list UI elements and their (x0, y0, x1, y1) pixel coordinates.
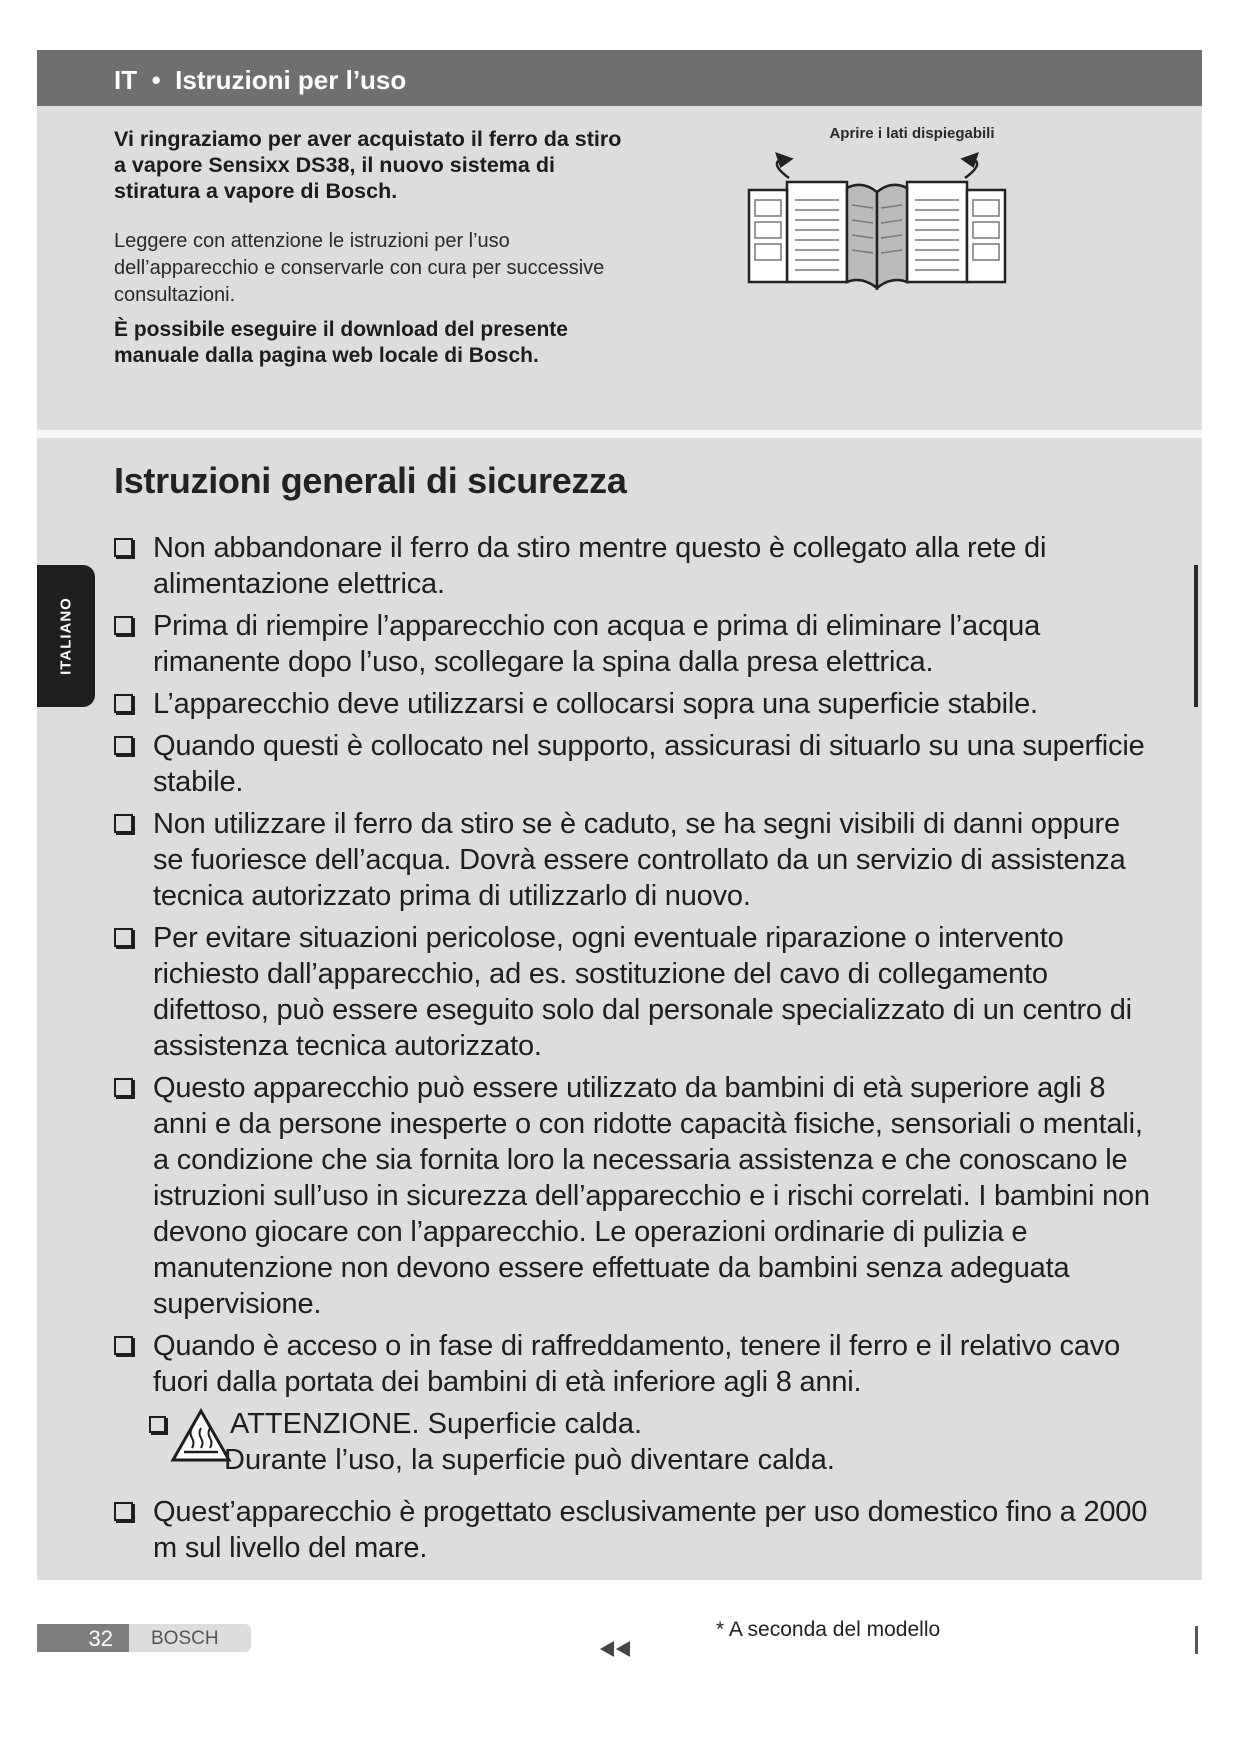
intro-download-notice: È possibile eseguire il download del presente manuale dalla pagina web locale di Bosch. (114, 318, 568, 367)
warning-text: Durante l’uso, la superficie può diventare calda. (224, 1444, 835, 1476)
language-side-tab (37, 565, 95, 707)
side-tab-label: ITALIANO (57, 597, 75, 675)
intro-panel (37, 106, 1202, 430)
list-item: Questo apparecchio può essere utilizzato da bambini di età superiore agli 8 anni e da persone inesperte o con ridotte capacità fisiche, sensoriali o mentali, a condizione che sia fornita loro la necessaria assistenza e che conoscano le istruzioni sull’uso in sicurezza dell’apparecchio e i rischi correlati. I bambini non devono giocare con l’apparecchio. Le operazioni ordinarie di pulizia e manutenzione non devono essere effettuate da bambini senza adeguata supervisione. (114, 1070, 1154, 1322)
intro-read-notice: Leggere con attenzione le istruzioni per l’uso dell’apparecchio e conservarle con cura per successive consultazioni. (114, 230, 605, 306)
checkbox-bullet-icon (114, 1336, 133, 1355)
checkbox-bullet-icon (114, 538, 133, 557)
section-divider (37, 430, 1202, 438)
safety-title: Istruzioni generali di sicurezza (114, 460, 627, 501)
checkbox-bullet-icon (114, 928, 133, 947)
list-item: Non abbandonare il ferro da stiro mentre questo è collegato alla rete di alimentazione elettrica. (114, 530, 1154, 602)
brand-label: BOSCH (129, 1624, 251, 1652)
safety-list (114, 530, 1154, 1572)
footer-edge-marker (1195, 1626, 1198, 1654)
page-number: 32 (37, 1624, 129, 1652)
intro-thanks: Vi ringraziamo per aver acquistato il ferro da stiro a vapore Sensixx DS38, il nuovo sistema di stiratura a vapore di Bosch. (114, 127, 622, 203)
right-edge-marker (1194, 565, 1198, 707)
checkbox-bullet-icon (114, 814, 133, 833)
fold-out-label: Aprire i lati dispiegabili (829, 125, 995, 142)
list-item: Quando questi è collocato nel supporto, assicurasi di situarlo su una superficie stabile. (114, 728, 1154, 800)
hot-surface-warning (114, 1406, 1154, 1488)
header-title: Istruzioni per l’uso (175, 65, 407, 95)
list-item: L’apparecchio deve utilizzarsi e collocarsi sopra una superficie stabile. (114, 686, 1154, 722)
fold-out-pages-icon (747, 150, 1017, 290)
intro-text-block (114, 126, 634, 369)
back-arrows-icon (600, 1640, 634, 1658)
checkbox-bullet-icon (114, 736, 133, 755)
checkbox-bullet-icon (149, 1416, 166, 1433)
footnote: * A seconda del modello (716, 1618, 941, 1641)
header-lang-code: IT (114, 65, 138, 95)
header-bar (37, 50, 1202, 106)
checkbox-bullet-icon (114, 1502, 133, 1521)
header-separator: • (144, 65, 168, 95)
checkbox-bullet-icon (114, 694, 133, 713)
list-item: Per evitare situazioni pericolose, ogni eventuale riparazione o intervento richiesto dall’apparecchio, ad es. sostituzione del cavo di collegamento difettoso, può essere eseguito solo dal personale specializzato di un centro di assistenza tecnica autorizzato. (114, 920, 1154, 1064)
checkbox-bullet-icon (114, 616, 133, 635)
hot-surface-warning-icon (170, 1408, 232, 1464)
list-item: Quando è acceso o in fase di raffreddamento, tenere il ferro e il relativo cavo fuori dalla portata dei bambini di età inferiore agli 8 anni. (114, 1328, 1154, 1400)
warning-title: ATTENZIONE. Superficie calda. (230, 1408, 643, 1440)
safety-panel (37, 438, 1202, 1580)
checkbox-bullet-icon (114, 1078, 133, 1097)
list-item: Quest’apparecchio è progettato esclusivamente per uso domestico fino a 2000 m sul livello del mare. (114, 1494, 1154, 1566)
list-item: Non utilizzare il ferro da stiro se è caduto, se ha segni visibili di danni oppure se fuoriesce dell’acqua. Dovrà essere controllato da un servizio di assistenza tecnica autorizzato prima di utilizzarlo di nuovo. (114, 806, 1154, 914)
list-item: Prima di riempire l’apparecchio con acqua e prima di eliminare l’acqua rimanente dopo l’uso, scollegare la spina dalla presa elettrica. (114, 608, 1154, 680)
